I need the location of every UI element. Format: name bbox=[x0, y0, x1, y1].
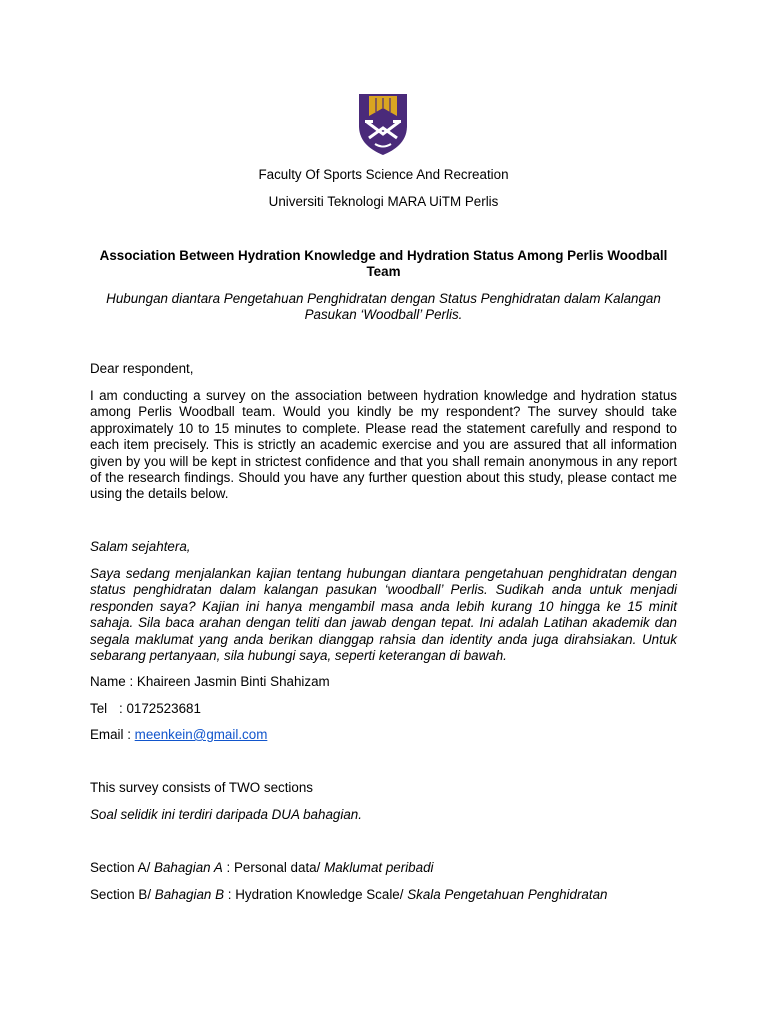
section-b-separator: : bbox=[227, 887, 232, 902]
section-b-line bbox=[90, 887, 677, 903]
sections-intro-malay: Soal selidik ini terdiri daripada DUA bahagian. bbox=[90, 807, 362, 822]
contact-email bbox=[90, 727, 677, 743]
contact-name bbox=[90, 674, 677, 690]
greeting-malay: Salam sejahtera, bbox=[90, 539, 191, 554]
uitm-logo bbox=[357, 92, 409, 156]
tel-value: : 0172523681 bbox=[119, 701, 201, 716]
section-b-label: Section B/ bbox=[90, 887, 152, 902]
name-value: Khaireen Jasmin Binti Shahizam bbox=[136, 674, 330, 689]
section-a-label-malay: Bahagian A bbox=[154, 860, 223, 875]
section-b-label-malay: Bahagian B bbox=[154, 887, 225, 902]
contact-tel bbox=[90, 701, 677, 717]
section-a-label: Section A/ bbox=[90, 860, 151, 875]
greeting-english: Dear respondent, bbox=[90, 361, 194, 376]
section-b-title: Hydration Knowledge Scale/ bbox=[235, 887, 404, 902]
tel-label: Tel bbox=[90, 701, 108, 716]
body-malay: Saya sedang menjalankan kajian tentang hubungan diantara pengetahuan penghidratan dengan status penghidratan dalam kalangan pasukan ‘woodball’ Perlis. Sudikah anda untuk menjadi responden saya? Kajian ini hanya mengambil masa anda lebih kurang 10 hingga ke 15 minit sahaja. Sila baca arahan dengan teliti dan jawab dengan tepat. Ini adalah Latihan akademik dan segala maklumat yang anda berikan dianggap rahsia dan identity anda juga dirahsiakan. Untuk sebarang pertanyaan, sila hubungi saya, seperti keterangan di bawah. bbox=[90, 566, 677, 664]
section-b-title-malay: Skala Pengetahuan Penghidratan bbox=[407, 887, 608, 902]
section-a-title: Personal data/ bbox=[233, 860, 321, 875]
title-english: Association Between Hydration Knowledge and Hydration Status Among Perlis Woodball Team bbox=[99, 248, 668, 280]
section-a-title-malay: Maklumat peribadi bbox=[324, 860, 434, 875]
university-name: Universiti Teknologi MARA UiTM Perlis bbox=[268, 194, 499, 209]
section-a-line bbox=[90, 860, 677, 876]
faculty-name: Faculty Of Sports Science And Recreation bbox=[258, 167, 509, 182]
body-english: I am conducting a survey on the association between hydration knowledge and hydration status among Perlis Woodball team. Would you kindly be my respondent? The survey should take approximately 10 to 15 minutes to complete. Please read the statement carefully and respond to each item precisely. This is strictly an academic exercise and you are assured that all information given by you will be kept in strictest confidence and that you shall remain anonymous in any report of the research findings. Should you have any further question about this study, please contact me using the details below. bbox=[90, 388, 677, 502]
title-malay: Hubungan diantara Pengetahuan Penghidratan dengan Status Penghidratan dalam Kalangan Pasukan ‘Woodball’ Perlis. bbox=[106, 291, 661, 323]
section-a-separator: : bbox=[226, 860, 231, 875]
email-label: Email : bbox=[90, 727, 131, 742]
email-link[interactable]: meenkein@gmail.com bbox=[134, 727, 268, 742]
name-label: Name : bbox=[90, 674, 134, 689]
sections-intro-english: This survey consists of TWO sections bbox=[90, 780, 313, 795]
